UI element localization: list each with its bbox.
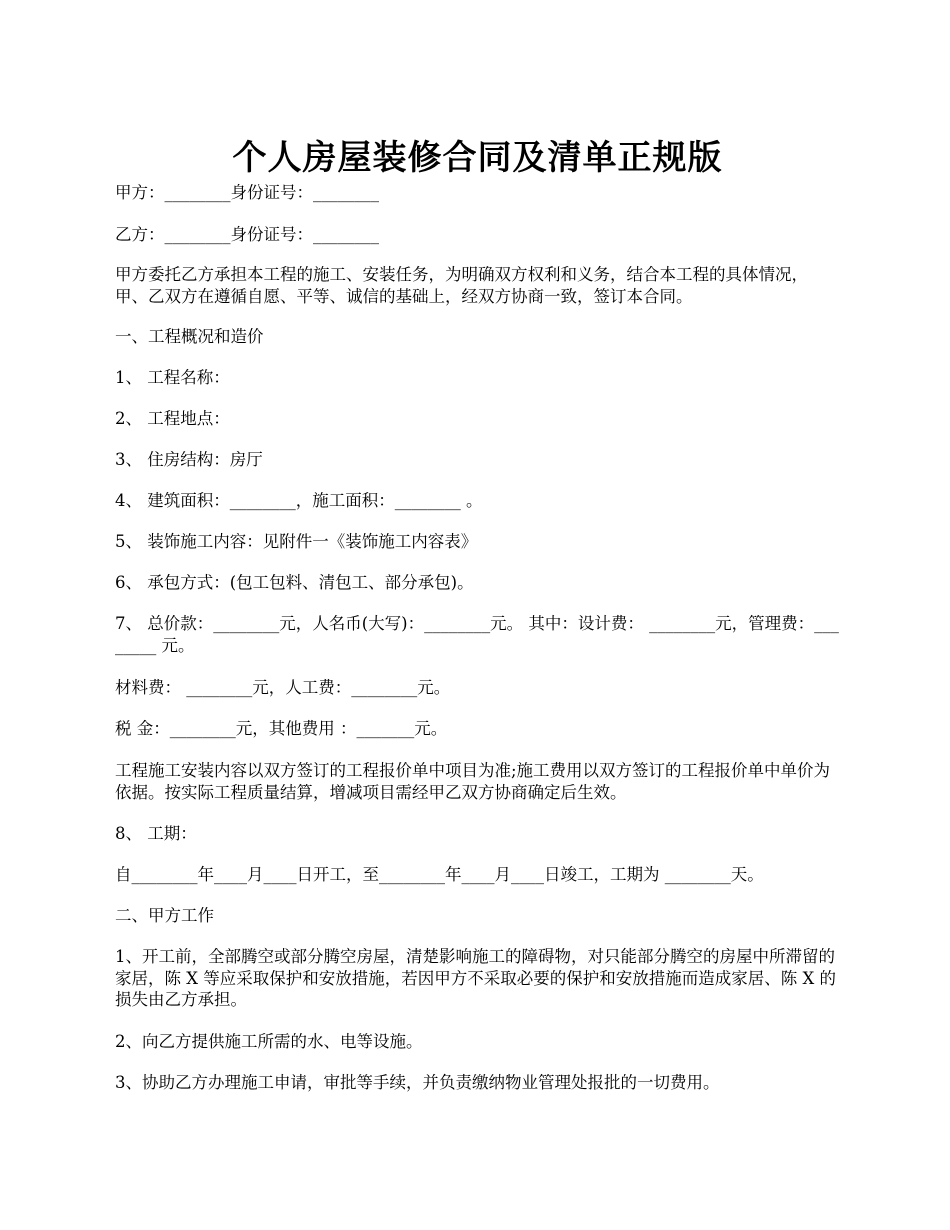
tax-other-fees: 税 金：________元，其他费用 ：_______元。 <box>115 719 448 738</box>
duration-dates: 自________年____月____日开工，至________年____月____日竣工，工期为 ________天。 <box>115 865 764 884</box>
pricing-basis-paragraph: 工程施工安装内容以双方签订的工程报价单中项目为准;施工费用以双方签订的工程报价单中单价为依据。按实际工程质量结算，增减项目需经甲乙双方协商确定后生效。 <box>115 761 831 802</box>
item-project-location: 2、 工程地点： <box>115 409 230 428</box>
party-b-line: 乙方：________身份证号：________ <box>115 225 379 244</box>
item-total-price: 7、 总价款：________元，人名币(大写)：________元。 其中：设计费： ________元，管理费：________ 元。 <box>115 614 839 655</box>
material-labor-fees: 材料费： ________元，人工费：________元。 <box>115 678 451 697</box>
item-contract-method: 6、 承包方式：(包工包料、清包工、部分承包)。 <box>115 573 474 592</box>
party-a-line: 甲方：________身份证号：________ <box>115 183 379 202</box>
document-title: 个人房屋装修合同及清单正规版 <box>232 137 723 178</box>
section-2-heading: 二、甲方工作 <box>115 906 214 925</box>
party-a-duty-3: 3、协助乙方办理施工申请，审批等手续，并负责缴纳物业管理处报批的一切费用。 <box>115 1073 720 1092</box>
party-a-duty-1: 1、开工前，全部腾空或部分腾空房屋，清楚影响施工的障碍物，对只能部分腾空的房屋中所滞留的家居，陈 X 等应采取保护和安放措施，若因甲方不采取必要的保护和安放措施而造成家居、陈 X 的损失由乙方承担。 <box>115 947 836 1009</box>
item-project-name: 1、 工程名称： <box>115 368 230 387</box>
item-area: 4、 建筑面积：________，施工面积：________ 。 <box>115 491 483 510</box>
party-a-duty-2: 2、向乙方提供施工所需的水、电等设施。 <box>115 1032 423 1051</box>
item-housing-structure: 3、 住房结构：房厅 <box>115 450 263 469</box>
item-duration: 8、 工期： <box>115 824 197 843</box>
intro-paragraph: 甲方委托乙方承担本工程的施工、安装任务，为明确双方权利和义务，结合本工程的具体情况，甲、乙双方在遵循自愿、平等、诚信的基础上，经双方协商一致，签订本合同。 <box>115 265 808 306</box>
item-construction-content: 5、 装饰施工内容：见附件一《装饰施工内容表》 <box>115 532 478 551</box>
section-1-heading: 一、工程概况和造价 <box>115 327 264 346</box>
